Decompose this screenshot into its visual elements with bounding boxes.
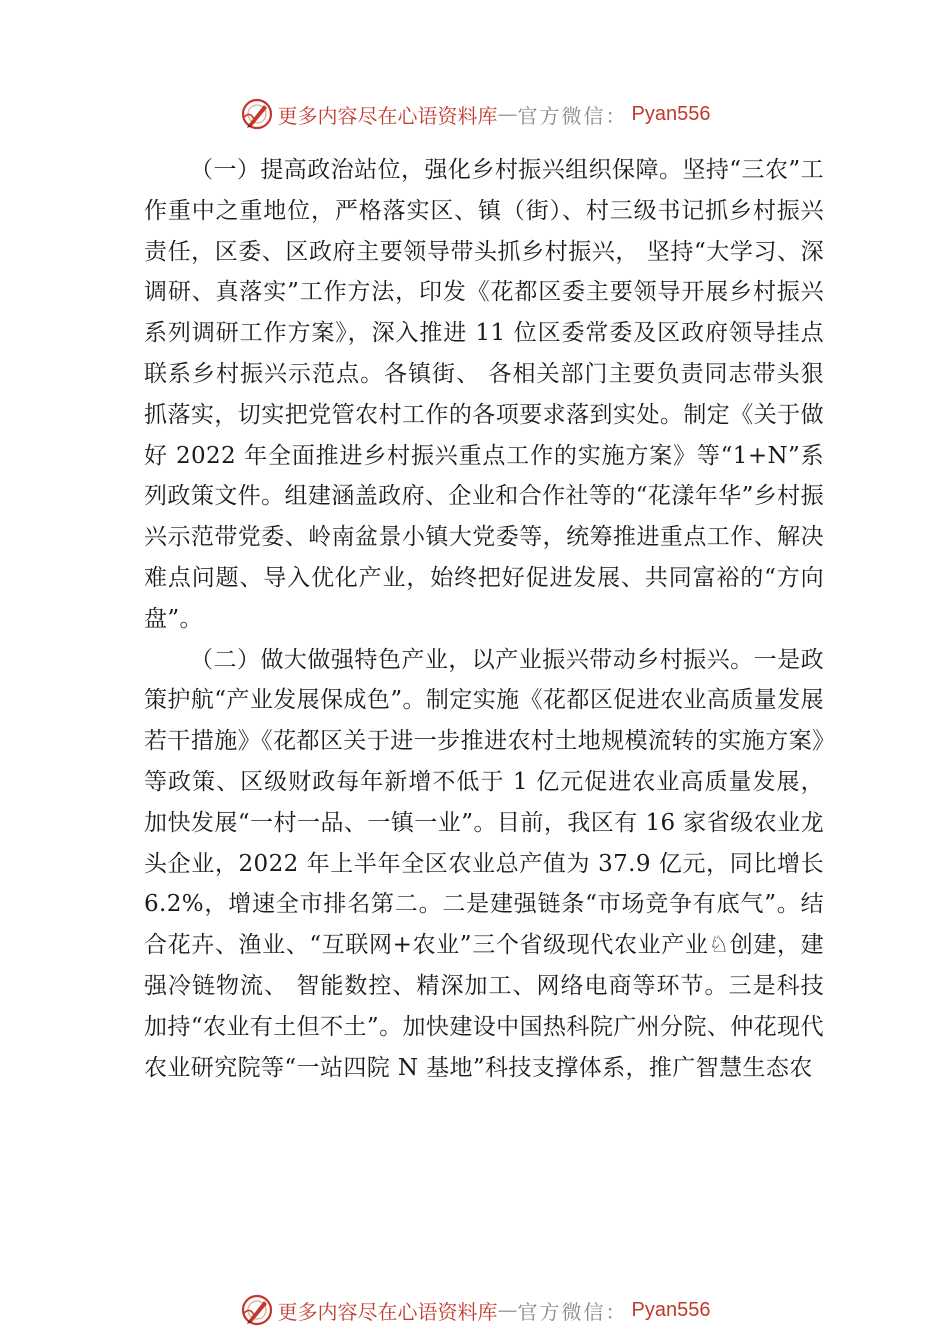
banner-separator: — bbox=[497, 102, 518, 126]
pen-logo-icon bbox=[240, 97, 274, 131]
pen-logo-icon bbox=[240, 1293, 274, 1327]
paragraph-1: （一）提高政治站位，强化乡村振兴组织保障。坚持“三农”工作重中之重地位，严格落实区、镇（街）、村三级书记抓乡村振兴责任，区委、区政府主要领导带头抓乡村振兴， 坚持“大学习、深调研、真落实”工作方法，印发《花都区委主要领导开展乡村振兴系列调研工作方案》，深入推进 11 位区委常委及区政府领导挂点联系乡村振兴示范点。各镇街、 各相关部门主要负责同志带头狠抓落实，切实把党管农村工作的各项要求落到实处。制定《关于做好 2022 年全面推进乡村振兴重点工作的实施方案》等“1+N”系列政策文件。组建涵盖政府、企业和合作社等的“花漾年华”乡村振兴示范带党委、岭南盆景小镇大党委等，统筹推进重点工作、解决难点问题、导入优化产业，始终把好促进发展、共同富裕的“方向盘”。 bbox=[144, 157, 824, 632]
banner-wechat-label: 官方微信： bbox=[517, 103, 628, 128]
header-banner bbox=[0, 94, 950, 134]
footer-banner bbox=[0, 1290, 950, 1330]
banner-title: 更多内容尽在心语资料库 bbox=[277, 1299, 498, 1324]
paragraph-2: （二）做大做强特色产业，以产业振兴带动乡村振兴。一是政策护航“产业发展保成色”。制定实施《花都区促进农业高质量发展若干措施》《花都区关于进一步推进农村土地规模流转的实施方案》等政策、区级财政每年新增不低于 1 亿元促进农业高质量发展，加快发展“一村一品、一镇一业”。目前，我区有 16 家省级农业龙头企业，2022 年上半年全区农业总产值为 37.9 亿元，同比增长 6.2%，增速全市排名第二。二是建强链条“市场竞争有底气”。结合花卉、渔业、“互联网+农业”三个省级现代农业产业♘创建，建强冷链物流、 智能数控、精深加工、网络电商等环节。三是科技加持“农业有土但不土”。加快建设中国热科院广州分院、仲花现代农业研究院等“一站四院 N 基地”科技支撑体系，推广智慧生态农 bbox=[144, 646, 824, 1081]
banner-wechat-id: Pyan556 bbox=[631, 102, 711, 125]
banner-title: 更多内容尽在心语资料库 bbox=[277, 103, 498, 128]
banner-wechat-id: Pyan556 bbox=[631, 1298, 711, 1321]
banner-wechat-label: 官方微信： bbox=[517, 1299, 628, 1324]
document-body bbox=[144, 150, 824, 1088]
banner-separator: — bbox=[497, 1298, 518, 1322]
